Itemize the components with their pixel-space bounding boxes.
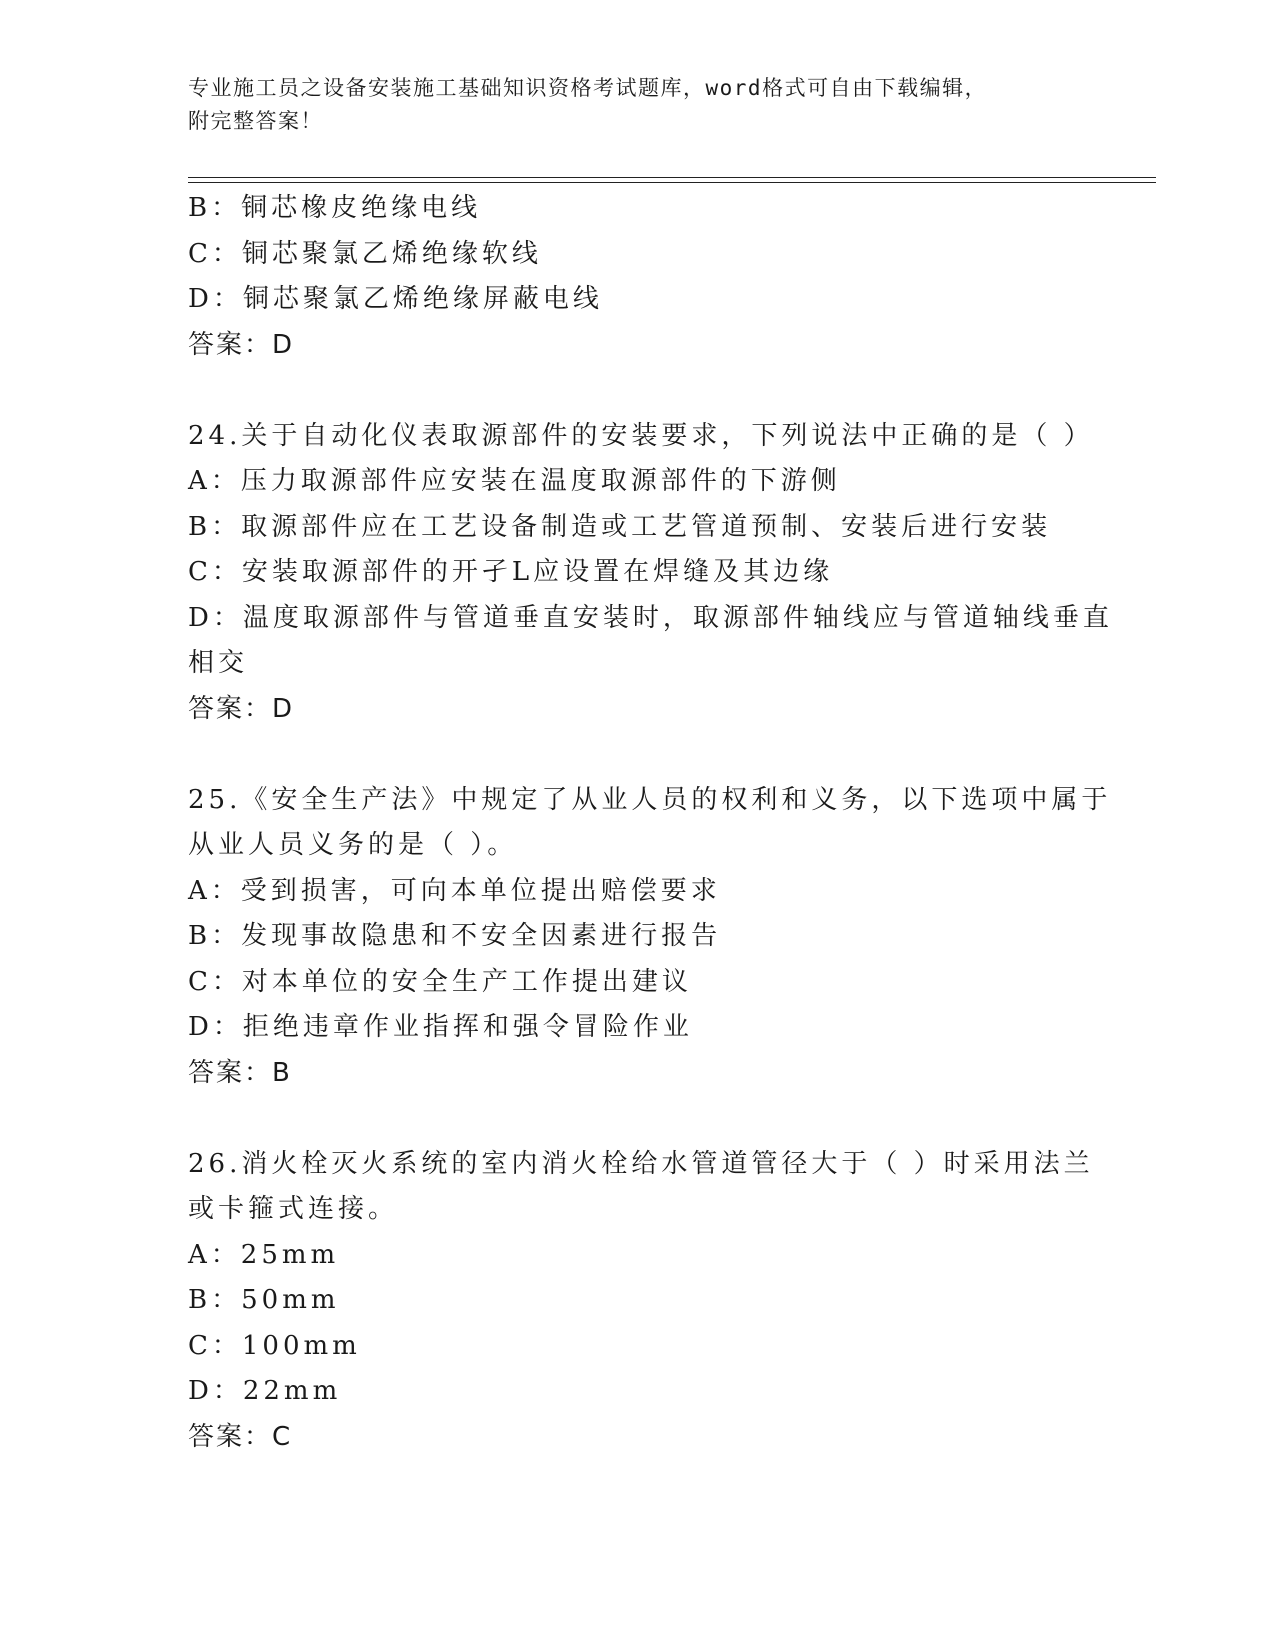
- header-divider-bottom: [188, 182, 1156, 183]
- spacer: [188, 368, 1088, 414]
- spacer: [188, 732, 1088, 778]
- option-d: D：拒绝违章作业指挥和强令冒险作业: [188, 1012, 693, 1042]
- question-list: [188, 186, 1113, 1460]
- header-line-1: 专业施工员之设备安装施工基础知识资格考试题库，word格式可自由下载编辑，: [188, 76, 988, 100]
- question-stem-line-2: 或卡箍式连接。: [188, 1194, 399, 1224]
- option-b: B：50mm: [188, 1285, 340, 1315]
- header-divider-top: [188, 177, 1156, 178]
- option-d: D：铜芯聚氯乙烯绝缘屏蔽电线: [188, 284, 603, 314]
- question-stem: 24.关于自动化仪表取源部件的安装要求，下列说法中正确的是（ ）: [188, 420, 1094, 451]
- option-d: D：22mm: [188, 1376, 342, 1406]
- question-26: [188, 1142, 1094, 1461]
- question-stem-line-2: 从业人员义务的是（ ）。: [188, 830, 518, 860]
- question-24: [188, 414, 1113, 733]
- question-stem-line-1: 26.消火栓灭火系统的室内消火栓给水管道管径大于（ ）时采用法兰: [188, 1148, 1094, 1179]
- option-c: C：100mm: [188, 1330, 361, 1361]
- answer: 答案：C: [188, 1421, 293, 1452]
- question-25: [188, 778, 1112, 1097]
- question-23-tail: [188, 186, 1088, 368]
- option-c: C：安装取源部件的开孑L应设置在焊缝及其边缘: [188, 557, 834, 587]
- option-b: B：铜芯橡皮绝缘电线: [188, 193, 482, 223]
- option-d-continuation: 相交: [188, 648, 249, 678]
- option-a: A：25mm: [188, 1239, 340, 1270]
- option-c: C：铜芯聚氯乙烯绝缘软线: [188, 238, 542, 269]
- option-b: B：取源部件应在工艺设备制造或工艺管道预制、安装后进行安装: [188, 511, 1052, 542]
- option-d: D：温度取源部件与管道垂直安装时，取源部件轴线应与管道轴线垂直: [188, 602, 1113, 633]
- spacer: [188, 1096, 1088, 1142]
- answer: 答案：D: [188, 693, 295, 724]
- option-c: C：对本单位的安全生产工作提出建议: [188, 966, 692, 997]
- document-header: [188, 72, 1068, 138]
- answer: 答案：D: [188, 329, 295, 360]
- option-b: B：发现事故隐患和不安全因素进行报告: [188, 921, 722, 951]
- question-stem-line-1: 25.《安全生产法》中规定了从业人员的权利和义务，以下选项中属于: [188, 784, 1112, 815]
- option-a: A：压力取源部件应安装在温度取源部件的下游侧: [188, 466, 841, 496]
- answer: 答案：B: [188, 1057, 292, 1088]
- option-a: A：受到损害，可向本单位提出赔偿要求: [188, 875, 721, 906]
- header-line-2: 附完整答案！: [188, 109, 323, 133]
